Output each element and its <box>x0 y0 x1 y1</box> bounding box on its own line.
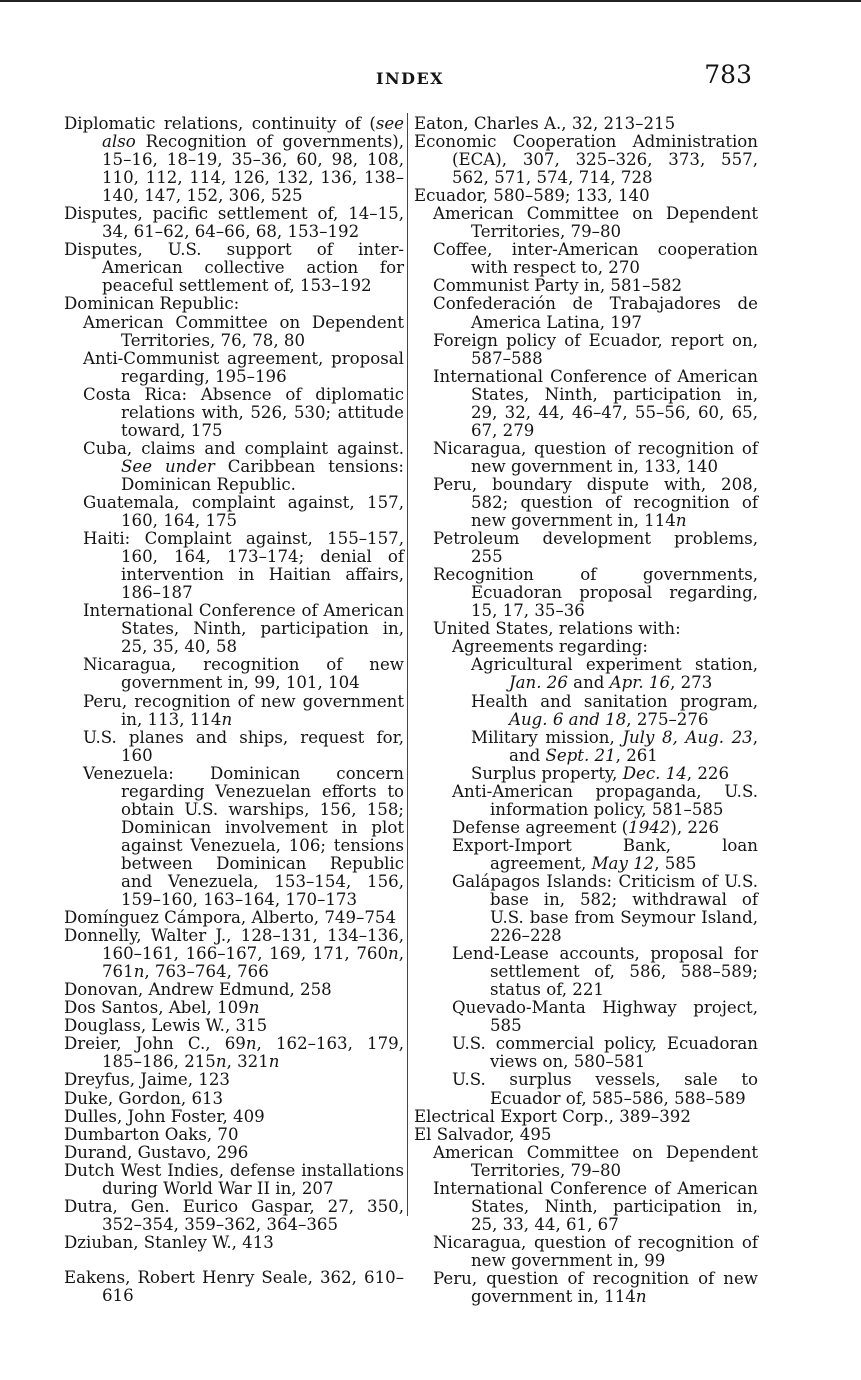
index-entry: American Committee on Dependent Territories, 79–80 <box>433 204 758 242</box>
index-entry: Recognition of governments, Ecuadoran proposal regarding, 15, 17, 35–36 <box>433 565 758 621</box>
top-border <box>0 0 861 2</box>
index-entry: Dutra, Gen. Eurico Gaspar, 27, 350, 352–354, 359–362, 364–365 <box>64 1196 404 1234</box>
index-column-right <box>414 115 758 1306</box>
index-entry: Donovan, Andrew Edmund, 258 <box>64 980 332 1000</box>
index-entry: Military mission, July 8, Aug. 23, and Sept. 21, 261 <box>471 727 758 765</box>
index-entry: International Conference of American States, Ninth, participation in, 25, 33, 44, 61, 67 <box>433 1178 758 1234</box>
index-entry: Agreements regarding: <box>452 637 648 657</box>
index-entry: Anti-Communist agreement, proposal regarding, 195–196 <box>83 348 404 386</box>
index-entry: Coffee, inter-American cooperation with respect to, 270 <box>433 240 758 278</box>
index-entry: Peru, question of recognition of new government in, 114n <box>433 1269 758 1307</box>
index-entry: Dominican Republic: <box>64 294 240 314</box>
index-entry: International Conference of American States, Ninth, participation in, 25, 35, 40, 58 <box>83 601 404 657</box>
index-entry: U.S. surplus vessels, sale to Ecuador of, 585–586, 588–589 <box>452 1070 758 1108</box>
index-entry: Cuba, claims and complaint against. See under Caribbean tensions: Dominican Republic. <box>83 438 404 494</box>
index-entry: Nicaragua, question of recognition of new government in, 99 <box>433 1232 758 1270</box>
index-entry: Costa Rica: Absence of diplomatic relations with, 526, 530; attitude toward, 175 <box>83 384 404 440</box>
index-entry: Peru, recognition of new government in, 113, 114n <box>83 691 404 729</box>
running-head-title: INDEX <box>375 69 445 88</box>
index-entry: Health and sanitation program, Aug. 6 and 18, 275–276 <box>471 691 758 729</box>
index-entry: Electrical Export Corp., 389–392 <box>414 1106 691 1126</box>
index-entry: Eaton, Charles A., 32, 213–215 <box>414 114 676 133</box>
page-header <box>60 58 760 98</box>
index-entry: Export-Import Bank, loan agreement, May 12, 585 <box>452 835 758 873</box>
index-entry: United States, relations with: <box>433 619 681 639</box>
page-number: 783 <box>704 60 752 89</box>
index-column-left <box>64 115 404 1305</box>
index-entry: Eakens, Robert Henry Seale, 362, 610–616 <box>64 1267 404 1305</box>
index-entry: Domínguez Cámpora, Alberto, 749–754 <box>64 908 396 928</box>
index-entry: Duke, Gordon, 613 <box>64 1088 224 1108</box>
index-entry: Dutch West Indies, defense installations during World War II in, 207 <box>64 1160 404 1198</box>
index-entry: Guatemala, complaint against, 157, 160, 164, 175 <box>83 492 404 531</box>
index-entry: Quevado-Manta Highway project, 585 <box>452 998 758 1036</box>
index-entry: Diplomatic relations, continuity of (see also Recognition of governments), 15–16, 18–19, 35–36, 60, 98, 108, 110, 112, 114, 126, 132, 136, 138–140, 147, 152, 306, 525 <box>64 114 404 206</box>
index-entry: U.S. planes and ships, request for, 160 <box>83 727 404 765</box>
index-entry: Anti-American propaganda, U.S. information policy, 581–585 <box>452 781 758 819</box>
index-entry: Lend-Lease accounts, proposal for settlement of, 586, 588–589; status of, 221 <box>452 944 758 1000</box>
index-entry: Nicaragua, recognition of new government in, 99, 101, 104 <box>83 655 404 693</box>
index-entry: Dreier, John C., 69n, 162–163, 179, 185–186, 215n, 321n <box>64 1034 404 1072</box>
index-entry: Agricultural experiment station, Jan. 26 and Apr. 16, 273 <box>471 655 758 693</box>
index-entry: Donnelly, Walter J., 128–131, 134–136, 160–161, 166–167, 169, 171, 760n, 761n, 763–764, 766 <box>64 926 404 982</box>
index-entry: Foreign policy of Ecuador, report on, 587–588 <box>433 330 758 368</box>
index-entry: International Conference of American States, Ninth, participation in, 29, 32, 44, 46–47, 55–56, 60, 65, 67, 279 <box>433 366 758 440</box>
index-entry: Disputes, U.S. support of inter-American collective action for peaceful settlement of, 153–192 <box>64 240 404 296</box>
index-entry: Dumbarton Oaks, 70 <box>64 1124 239 1144</box>
index-entry: Surplus property, Dec. 14, 226 <box>471 763 730 783</box>
index-entry: U.S. commercial policy, Ecuadoran views on, 580–581 <box>452 1034 758 1072</box>
index-entry: Galápagos Islands: Criticism of U.S. base in, 582; withdrawal of U.S. base from Seymour Island, 226–228 <box>452 871 758 946</box>
index-entry: Confederación de Trabajadores de America Latina, 197 <box>433 294 758 332</box>
index-entry: Dziuban, Stanley W., 413 <box>64 1232 274 1252</box>
column-divider <box>407 113 408 1216</box>
index-entry: El Salvador, 495 <box>414 1124 552 1144</box>
index-entry: Douglass, Lewis W., 315 <box>64 1016 268 1036</box>
index-entry: Nicaragua, question of recognition of new government in, 133, 140 <box>433 438 758 476</box>
index-entry: Haiti: Complaint against, 155–157, 160, 164, 173–174; denial of intervention in Haitian affairs, 186–187 <box>83 529 404 603</box>
index-entry: Disputes, pacific settlement of, 14–15, 34, 61–62, 64–66, 68, 153–192 <box>64 204 404 242</box>
index-entry: Dulles, John Foster, 409 <box>64 1106 265 1126</box>
index-entry: American Committee on Dependent Territories, 76, 78, 80 <box>83 312 404 350</box>
index-entry: Defense agreement (1942), 226 <box>452 817 720 837</box>
index-entry: Durand, Gustavo, 296 <box>64 1142 249 1162</box>
index-entry: Dreyfus, Jaime, 123 <box>64 1070 230 1090</box>
index-entry: Economic Cooperation Administration (ECA), 307, 325–326, 373, 557, 562, 571, 574, 714, 728 <box>414 132 758 188</box>
index-entry: Communist Party in, 581–582 <box>433 276 683 296</box>
index-entry: Dos Santos, Abel, 109n <box>64 998 260 1018</box>
index-entry: American Committee on Dependent Territories, 79–80 <box>433 1142 758 1180</box>
index-entry: Ecuador, 580–589; 133, 140 <box>414 186 650 206</box>
index-entry: Venezuela: Dominican concern regarding Venezuelan efforts to obtain U.S. warships, 156, 158; Dominican involvement in plot against Venezuela, 106; tensions between Dominican Republic and Venezuela, 153–154, 156, 159–160, 163–164, 170–173 <box>83 763 404 910</box>
index-entry: Peru, boundary dispute with, 208, 582; question of recognition of new government in, 114n <box>433 474 758 531</box>
index-entry: Petroleum development problems, 255 <box>433 529 758 567</box>
